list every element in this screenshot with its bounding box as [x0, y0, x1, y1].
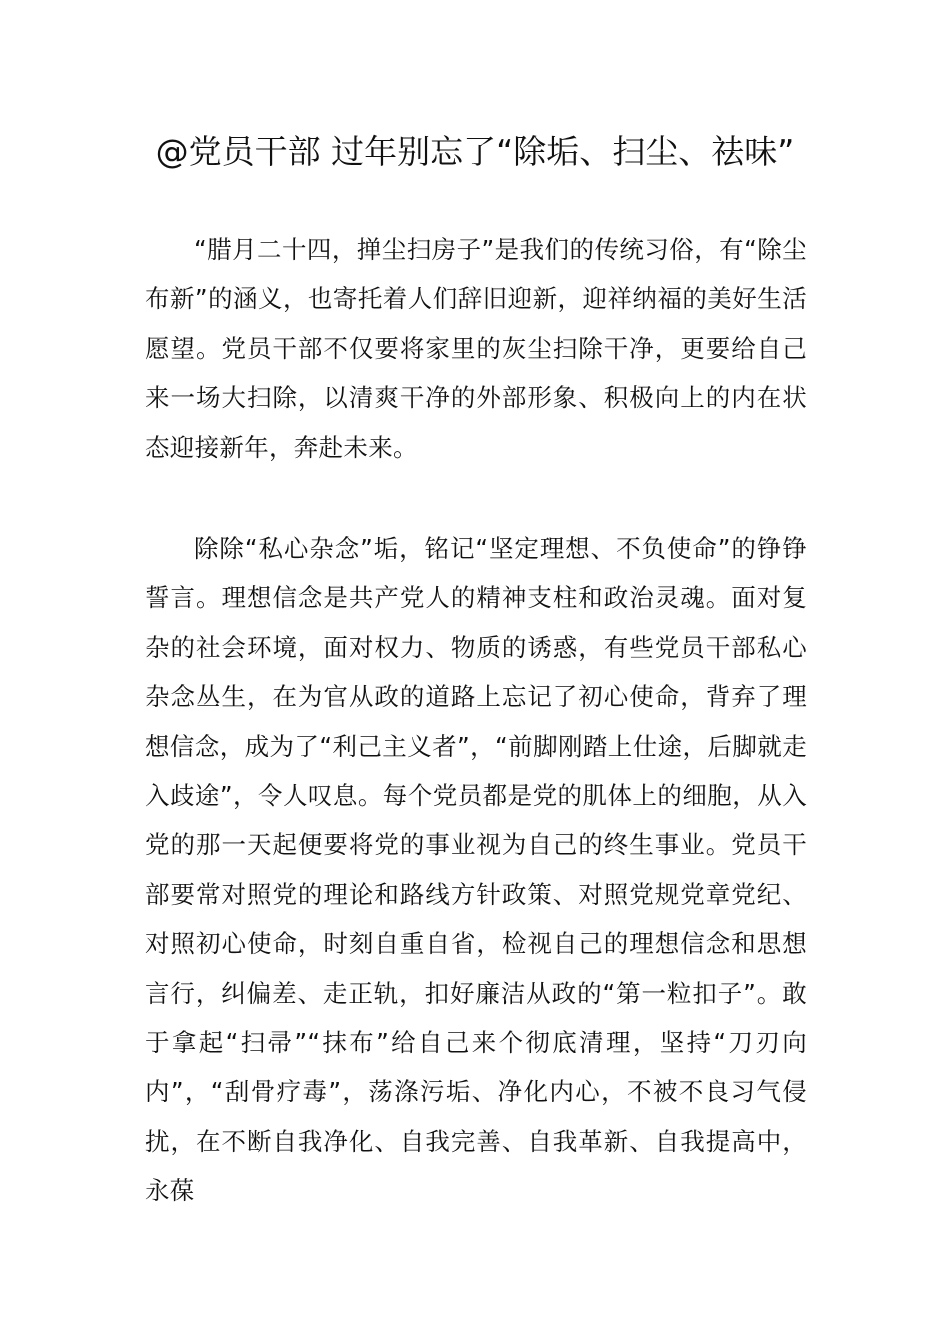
paragraph-intro: “腊月二十四，掸尘扫房子”是我们的传统习俗，有“除尘布新”的涵义，也寄托着人们辞旧迎新，迎祥纳福的美好生活愿望。党员干部不仅要将家里的灰尘扫除干净，更要给自己来一场大扫除，以清爽干净的外部形象、积极向上的内在状态迎接新年，奔赴未来。 [145, 235, 807, 462]
document-title: @党员干部 过年别忘了“除垢、扫尘、祛味” [155, 132, 795, 171]
paragraph-remove-selfish-thoughts: 除除“私心杂念”垢，铭记“坚定理想、不负使命”的铮铮誓言。理想信念是共产党人的精神支柱和政治灵魂。面对复杂的社会环境，面对权力、物质的诱惑，有些党员干部私心杂念丛生，在为官从政的道路上忘记了初心使命，背弃了理想信念，成为了“利己主义者”，“前脚刚踏上仕途，后脚就走入歧途”，令人叹息。每个党员都是党的肌体上的细胞，从入党的那一天起便要将党的事业视为自己的终生事业。党员干部要常对照党的理论和路线方针政策、对照党规党章党纪、对照初心使命，时刻自重自省，检视自己的理想信念和思想言行，纠偏差、走正轨，扣好廉洁从政的“第一粒扣子”。敢于拿起“扫帚”“抹布”给自己来个彻底清理，坚持“刀刃向内”，“刮骨疗毒”，荡涤污垢、净化内心，不被不良习气侵扰，在不断自我净化、自我完善、自我革新、自我提高中，永葆 [145, 534, 807, 1206]
